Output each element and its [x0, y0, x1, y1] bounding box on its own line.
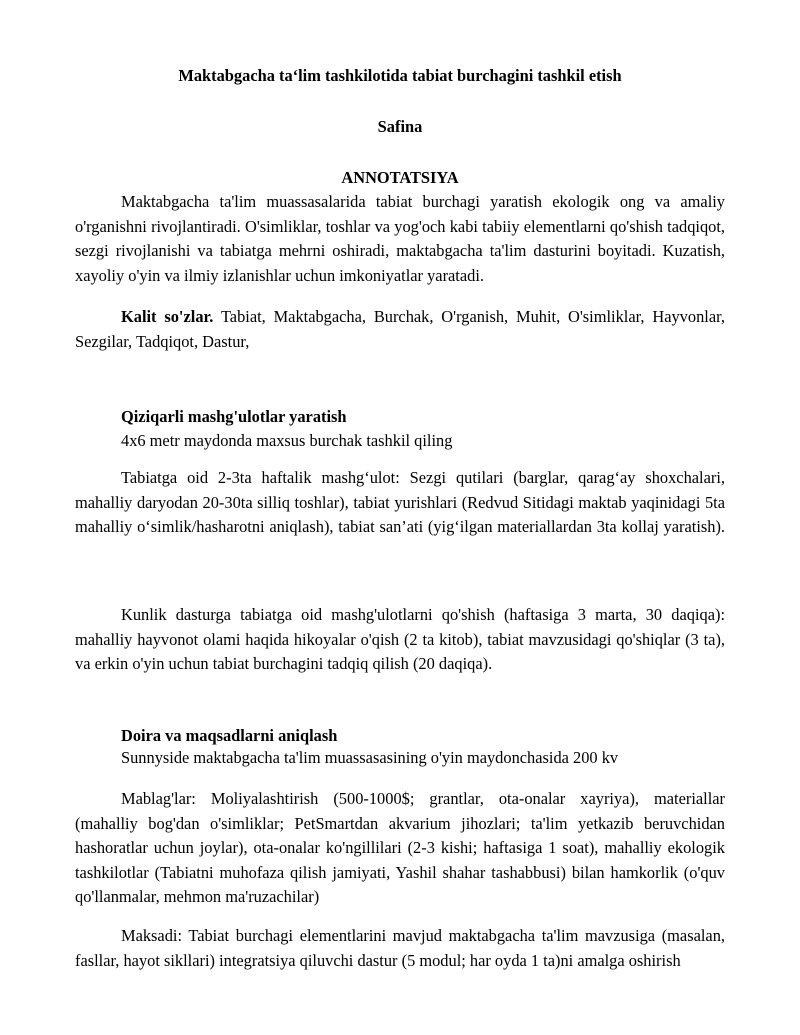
annotation-paragraph: Maktabgacha ta'lim muassasalarida tabiat burchagi yaratish ekologik ong va amaliy o'rganishni rivojlantiradi. O'simliklar, toshlar va yog'och kabi tabiiy elementlarni qo'shish tadqiqot, sezgi rivojlanishi va tabiatga mehrni oshiradi, maktabgacha ta'lim dasturini boyitadi. Kuzatish, xayoliy o'yin va ilmiy izlanishlar uchun imkoniyatlar yaratadi. — [75, 192, 725, 285]
keywords-list: Tabiat, Maktabgacha, Burchak, O'rganish, Muhit, O'simliklar, Hayvonlar, Sezgilar, Tadqiqot, Dastur, — [75, 307, 725, 351]
section-heading-activities: Qiziqarli mashg'ulotlar yaratish — [121, 407, 347, 426]
section-heading-scope: Doira va maqsadlarni aniqlash — [121, 726, 338, 745]
keywords-label: Kalit so'zlar. — [121, 307, 214, 326]
goal-paragraph: Maksadi: Tabiat burchagi elementlarini mavjud maktabgacha ta'lim mavzusiga (masalan, fasllar, hayot sikllari) integratsiya qiluvchi dastur (5 modul; har oyda 1 ta)ni amalga oshirish — [75, 926, 725, 970]
author-name: Safina — [377, 117, 423, 136]
keywords-paragraph — [75, 305, 725, 354]
resources-paragraph: Mablag'lar: Moliyalashtirish (500-1000$; grantlar, ota-onalar xayriya), materiallar (mahalliy bog'dan o'simliklar; PetSmartdan akvarium jihozlari; ta'lim yetkazib beruvchidan hashoratlar uchun joylar), ota-onalar ko'ngillilari (2-3 kishi; haftasiga 1 soat), mahalliy ekologik tashkilotlar (Tabiatni muhofaza qilish jamiyati, Yashil shahar tashabbusi) bilan hamkorlik (o'quv qo'llanmalar, mehmon ma'ruzachilar) — [75, 789, 725, 907]
document-title: Maktabgacha ta‘lim tashkilotida tabiat burchagini tashkil etish — [178, 66, 622, 85]
section-subline-scope: Sunnyside maktabgacha ta'lim muassasasining o'yin maydonchasida 200 kv — [121, 748, 619, 767]
annotation-heading: ANNOTATSIYA — [341, 168, 459, 187]
activities-paragraph-weekly: Tabiatga oid 2-3ta haftalik mashg‘ulot: Sezgi qutilari (barglar, qarag‘ay shoxchalari, mahalliy daryodan 20-30ta silliq toshlar), tabiat yurishlari (Redvud Sitidagi maktab yaqinidagi 5ta mahalliy o‘simlik/hasharotni aniqlash), tabiat san’ati (yig‘ilgan materiallardan 3ta kollaj yaratish). — [75, 468, 725, 537]
section-subline-activities: 4x6 metr maydonda maxsus burchak tashkil qiling — [121, 431, 453, 450]
activities-paragraph-daily: Kunlik dasturga tabiatga oid mashg'ulotlarni qo'shish (haftasiga 3 marta, 30 daqiqa): mahalliy hayvonot olami haqida hikoyalar o'qish (2 ta kitob), tabiat mavzusidagi qo'shiqlar (3 ta), va erkin o'yin uchun tabiat burchagini tadqiq qilish (20 daqiqa). — [75, 605, 725, 674]
